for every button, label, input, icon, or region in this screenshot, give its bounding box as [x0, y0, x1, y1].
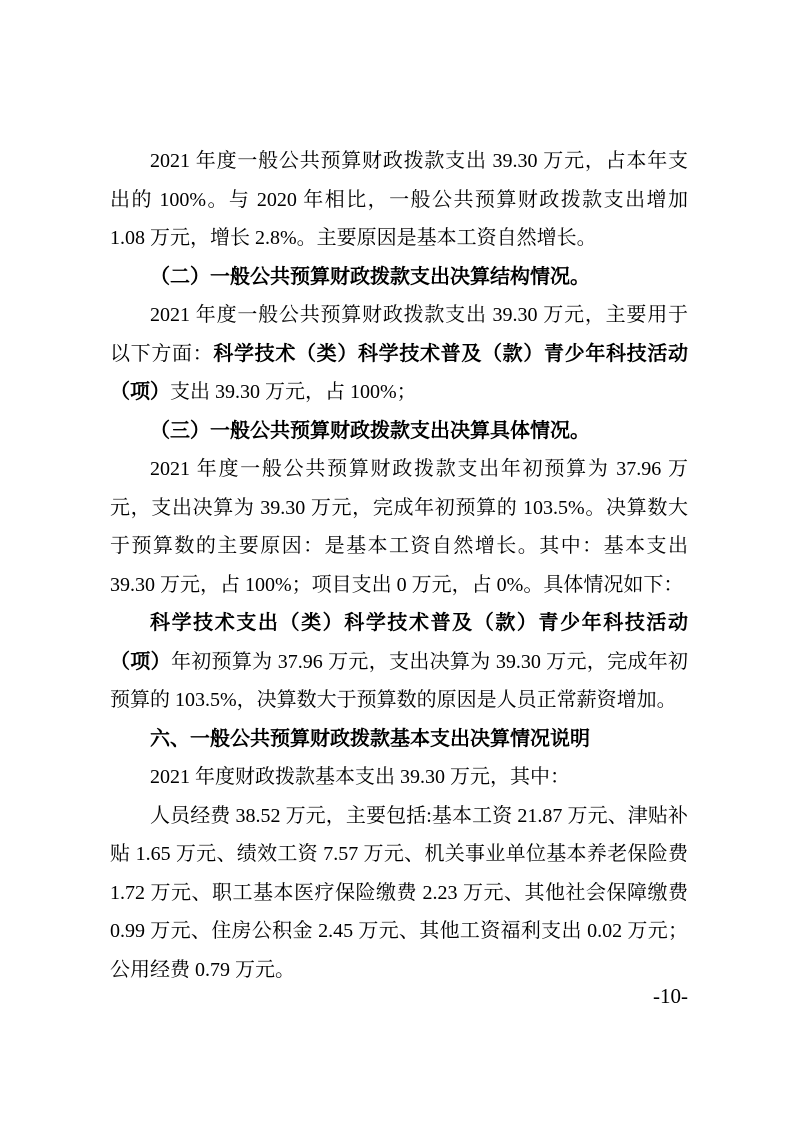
para-budget-expenditure-summary: 2021 年度一般公共预算财政拨款支出 39.30 万元，占本年支出的 100%。与 2020 年相比，一般公共预算财政拨款支出增加 1.08 万元，增长 2.8%。主要原因是基本工资自然增长。 — [110, 150, 688, 249]
para-science-tech-item — [110, 604, 688, 720]
text-segment: 2021 年度一般公共预算财政拨款支出 39.30 万元，主要用于以下方面： — [110, 304, 688, 365]
para-expenditure-structure — [110, 296, 688, 412]
heading-expenditure-details: （三）一般公共预算财政拨款支出决算具体情况。 — [150, 419, 590, 442]
text-segment: 年初预算为 37.96 万元，支出决算为 39.30 万元，完成年初预算的 103.5%，决算数大于预算数的原因是人员正常薪资增加。 — [110, 650, 689, 711]
text-segment: 支出 39.30 万元，占 100%； — [170, 381, 417, 403]
page-number: -10- — [653, 984, 688, 1008]
text-segment-bold: 科学技术（类）科学技术普及（款）青少年科技活动（项） — [110, 342, 689, 403]
heading-basic-expenditure: 六、一般公共预算财政拨款基本支出决算情况说明 — [150, 727, 590, 750]
text-segment-bold: 科学技术支出（类）科学技术普及（款）青少年科技活动（项） — [110, 612, 688, 673]
para-personnel-expenses: 人员经费 38.52 万元，主要包括:基本工资 21.87 万元、津贴补贴 1.65 万元、绩效工资 7.57 万元、机关事业单位基本养老保险费 1.72 万元、职工基本医疗保险缴费 2.23 万元、其他社会保障缴费 0.99 万元、住房公积金 2.45 万元、其他工资福利支出 0.02 万元；公用经费 0.79 万元。 — [110, 804, 688, 981]
document-body — [110, 142, 688, 989]
para-basic-expenditure-total: 2021 年度财政拨款基本支出 39.30 万元，其中： — [150, 766, 570, 788]
para-expenditure-details: 2021 年度一般公共预算财政拨款支出年初预算为 37.96 万元，支出决算为 39.30 万元，完成年初预算的 103.5%。决算数大于预算数的主要原因：是基本工资自然增长。其中：基本支出 39.30 万元，占 100%；项目支出 0 万元，占 0%。具体情况如下： — [110, 458, 688, 596]
heading-expenditure-structure: （二）一般公共预算财政拨款支出决算结构情况。 — [150, 265, 590, 288]
